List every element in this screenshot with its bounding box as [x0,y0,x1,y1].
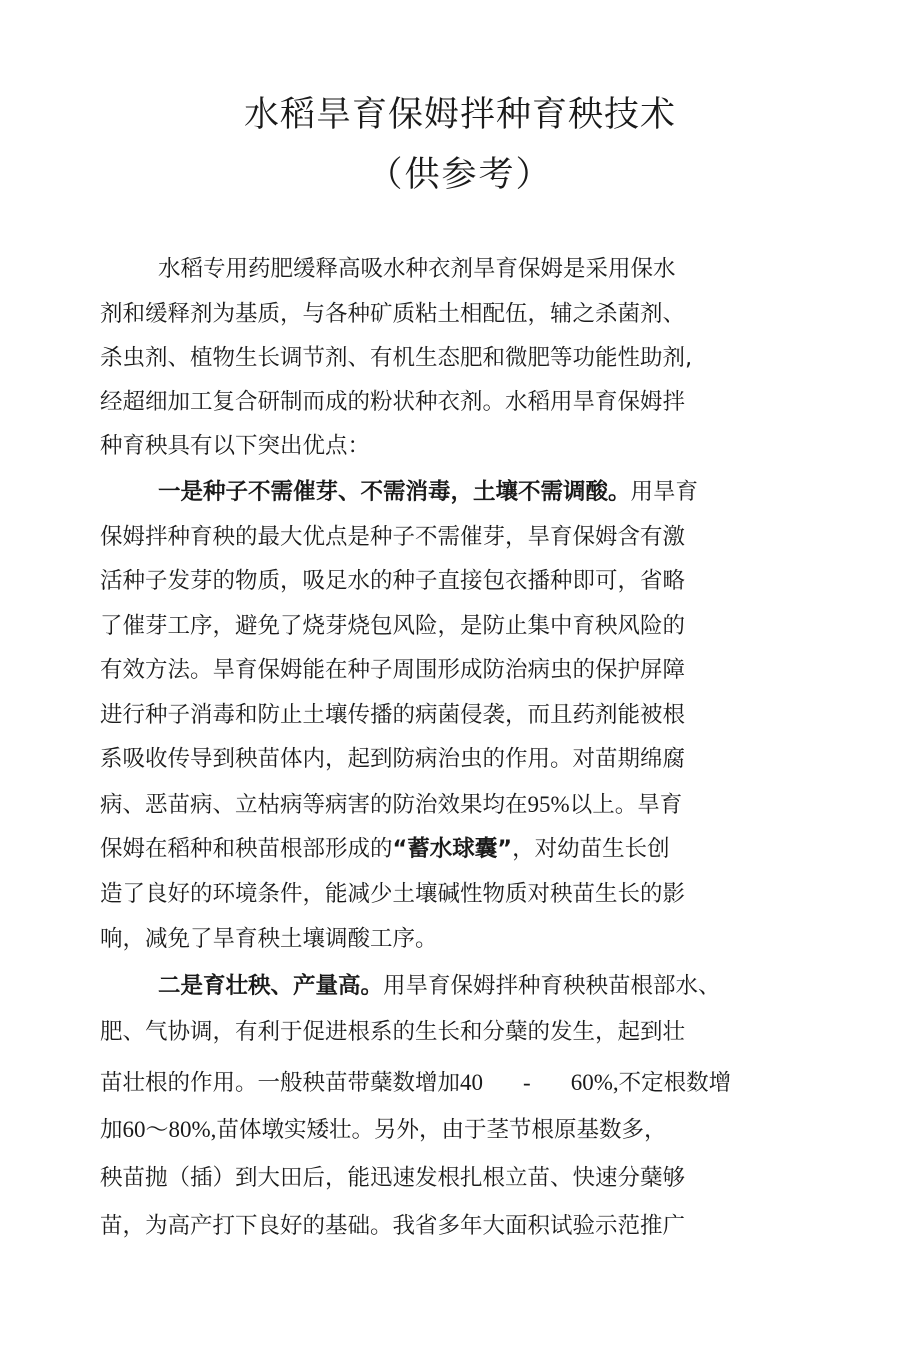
para3-line-6: 苗，为高产打下良好的基础。我省多年大面积试验示范推广 [100,1213,686,1239]
para3-line-4 [100,1115,666,1145]
para2-heading: 一是种子不需催芽、不需消毒，土壤不需调酸。 [158,479,631,505]
para2-line-5: 有效方法。旱育保姆能在种子周围形成防治病虫的保护屏障 [100,657,686,683]
para2-line-10: 造了良好的环境条件，能减少土壤碱性物质对秧苗生长的影 [100,881,686,907]
quoted-term: “蓄水球囊” [392,836,513,862]
document-subtitle: （供参考） [367,155,553,195]
para3-line-3 [100,1068,731,1098]
para1-line-3: 杀虫剂、植物生长调节剂、有机生态肥和微肥等功能性助剂, [100,345,693,371]
para2-line-8-b: 以上。旱育 [569,792,683,818]
para3-line-4-a: 加 [100,1117,123,1143]
para2-line-1-rest: 用旱育 [630,479,699,505]
para2-line-8 [100,790,682,820]
para3-heading: 二是育壮秧、产量高。 [158,973,384,999]
para3-line-5: 秧苗抛（插）到大田后，能迅速发根扎根立苗、快速分蘖够 [100,1165,686,1191]
para3-line-3-a: 苗壮根的作用。一般秧苗带蘖数增加 [100,1070,461,1096]
para2-line-9-b: ，对幼苗生长创 [512,836,670,862]
para1-line-1: 水稻专用药肥缓释高吸水种衣剂旱育保姆是采用保水 [158,256,676,282]
para1-line-2: 剂和缓释剂为基质，与各种矿质粘土相配伍，辅之杀菌剂、 [100,301,686,327]
para2-line-9-a: 保姆在稻种和秧苗根部形成的 [100,836,393,862]
para3-line-4-b: 苗体墩实矮壮。另外，由于茎节根原基数多， [216,1117,667,1143]
para3-line-3-b: 不定根数增 [618,1070,732,1096]
para3-line-1 [158,971,721,1001]
para3-line-2: 肥、气协调，有利于促进根系的生长和分蘖的发生，起到壮 [100,1019,686,1045]
para2-line-8-a: 病、恶苗病、立枯病等病害的防治效果均在 [100,792,528,818]
para2-line-6: 进行种子消毒和防止土壤传播的病菌侵袭，而且药剂能被根 [100,702,686,728]
percent-value: 95% [527,792,570,817]
para2-line-7: 系吸收传导到秧苗体内，起到防病治虫的作用。对苗期绵腐 [100,746,686,772]
para2-line-3: 活种子发芽的物质，吸足水的种子直接包衣播种即可，省略 [100,568,686,594]
para3-line-1-rest: 用旱育保姆拌种育秧秧苗根部水、 [383,973,721,999]
para1-line-5: 种育秧具有以下突出优点： [100,433,371,459]
para2-line-2: 保姆拌种育秧的最大优点是种子不需催芽，旱育保姆含有激 [100,524,686,550]
document-title: 水稻旱育保姆拌种育秧技术 [243,95,676,135]
range-start-value: 40 [460,1070,484,1095]
range-dash: - [523,1070,531,1095]
root-range-value: 60～80%, [122,1117,217,1142]
para2-line-11: 响，减免了旱育秧土壤调酸工序。 [100,926,438,952]
para2-line-9 [100,834,670,864]
para2-line-1 [158,477,698,507]
range-end-value: 60%, [570,1070,619,1095]
para2-line-4: 了催芽工序，避免了烧芽烧包风险，是防止集中育秧风险的 [100,613,686,639]
para1-line-4: 经超细加工复合研制而成的粉状种衣剂。水稻用旱育保姆拌 [100,389,686,415]
